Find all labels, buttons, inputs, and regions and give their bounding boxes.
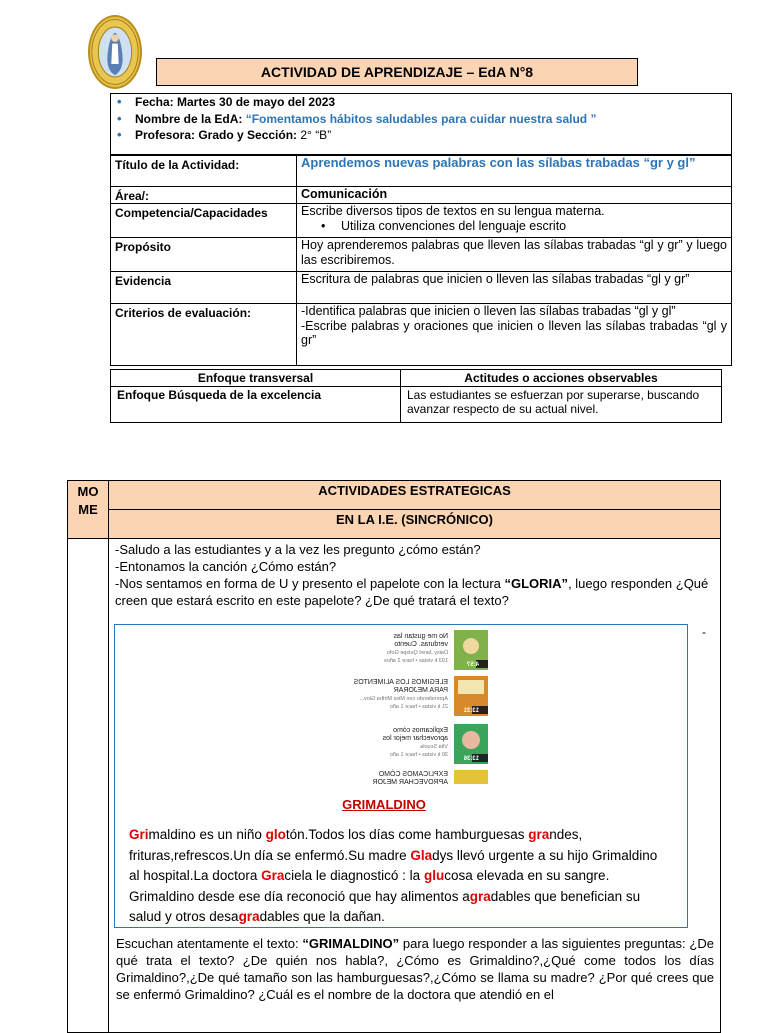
profesora-label: Profesora: Grado y Sección: [135,128,298,142]
story-fragment: maldino es un niño [148,827,266,842]
proposito-row [111,238,732,272]
activity-line-1: -Saludo a las estudiantes y a la vez les pregunto ¿cómo están? [115,542,481,557]
story-fragment: frituras,refrescos.Un día se enfermó.Su madre [129,847,411,863]
story-line [129,866,679,887]
video-thumb-4 [454,770,488,784]
video-item-text: Daisy Janet Quispe Gofo [386,650,448,656]
titulo-row [111,156,732,187]
criterio-1: -Identifica palabras que inicien o lleven las sílabas trabadas “gl y gl” [301,304,676,318]
video-item-text: verduras. Cuento [394,641,448,648]
gloria-title: “GLORIA” [504,576,569,591]
line3-c: , luego responden ¿Qué creen que estará escrito en este papelote? ¿De qué tratará el texto? [115,576,709,608]
video-item-text: EXPLICAMOS CÓMO [378,771,448,778]
video-item-text: 30 k vistas • hace 1 año [389,752,448,758]
evidencia-row [111,272,732,304]
video-item-text: ELEGIMOS LOS ALIMENTOS [353,679,448,686]
area-value: Comunicación [297,187,732,204]
video-item-text: APROVECHAR MEJOR [372,779,448,784]
activities-header: ACTIVIDADES ESTRATEGICAS [109,481,721,510]
highlighted-syllable: Gla [410,847,433,863]
story-fragment: tón.Todos los días come hamburguesas [285,827,529,842]
after-text [116,935,714,1003]
highlighted-syllable: glu [423,868,445,883]
area-label: Área/: [111,187,297,204]
story-fragment: ciela le diagnosticó : la [284,868,424,883]
actitud-value: Las estudiantes se esfuerzan por superarse, buscando avanzar respecto de su actual nivel. [401,387,722,423]
story-fragment: dys llevó urgente a su hijo Grimaldino [432,847,658,863]
criterio-2: -Escribe palabras y oraciones que inicien o lleven las sílabas trabadas “gl y gr” [301,318,727,347]
evidencia-label: Evidencia [111,272,297,304]
story-title: GRIMALDINO [342,797,426,812]
grimaldino-ref: “GRIMALDINO” [302,936,400,951]
titulo-value: Aprendemos nuevas palabras con las sílabas trabadas “gr y gl” [297,156,732,187]
titulo-label: Título de la Actividad: [111,156,297,187]
criterios-label: Criterios de evaluación: [111,304,297,366]
highlighted-syllable: glo [265,827,286,842]
video-item-text: PARA MEJORAR [393,687,448,694]
eda-value: “Fomentamos hábitos saludables para cuidar nuestra salud ” [245,111,597,126]
video-duration: 4:5? [466,662,479,668]
video-duration: 13:31 [463,708,479,714]
story-fragment: dables que benefician su [490,888,641,904]
header-info [110,93,732,155]
actitudes-header: Actitudes o acciones observables [401,370,722,387]
proposito-value: Hoy aprenderemos palabras que lleven las sílabas trabadas “gl y gr” y luego las escribiremos. [297,238,732,272]
video-list-image [330,628,490,784]
activity-line-3 [115,575,714,609]
competencia-row [111,204,732,238]
video-item-text: No me gustan las [393,633,448,640]
page-title: ACTIVIDAD DE APRENDIZAJE – EdA N°8 [156,58,638,86]
story-text [129,825,679,928]
story-fragment: ndes, [549,827,583,842]
momento-cell [68,539,109,1033]
story-line [129,846,679,867]
story-fragment: cosa elevada en su sangre. [444,868,610,883]
after-a: Escuchan atentamente el texto: [116,936,303,951]
video-item-text: aprovechar mejor los [382,735,448,742]
video-item-text: 193 k vistas • hace 2 años [384,658,448,664]
line3-a: -Nos sentamos en forma de U y presento el papelote con la lectura [115,576,505,591]
highlighted-syllable: gra [238,909,260,924]
enfoque-table [110,369,722,423]
competencia-value: Escribe diversos tipos de textos en su lengua materna. [301,204,605,218]
story-fragment: dables que la dañan. [259,909,385,924]
area-row [111,187,732,204]
evidencia-value: Escritura de palabras que inicien o lleven las sílabas trabadas “gl y gr” [297,272,732,304]
profesora-line [111,127,731,144]
eda-label: Nombre de la EdA: [135,111,246,126]
activity-line-2: -Entonamos la canción ¿Cómo están? [115,559,337,574]
fecha-text: Fecha: Martes 30 de mayo del 2023 [135,95,336,109]
after-c: para luego responder a las siguientes preguntas: ¿De qué trata el texto? ¿De quién nos habla?, ¿Cómo es Grimaldino?,¿Qué come todos los días Grimaldino?,¿De qué tamaño son las hamburguesas?,¿Cómo se llama su madre? ¿Por qué crees que se enfermó Grimaldino? ¿Cuál es el nombre de la doctora que atendió en el [116,936,714,1002]
fecha-line [111,94,731,111]
proposito-label: Propósito [111,238,297,272]
video-duration: 13:36 [463,756,479,762]
dash-mark: - [702,625,706,639]
criterios-row [111,304,732,366]
video-item-text: Aprendiendo con Miss Mirtha Giov... [359,696,448,702]
criterios-cell [297,304,732,366]
story-fragment: al hospital.La doctora [129,868,262,883]
competencia-cell [297,204,732,238]
highlighted-syllable: gra [469,888,491,904]
highlighted-syllable: gra [528,827,550,842]
story-line [129,907,679,928]
momento-header: MO ME [68,481,109,539]
video-item-text: Vita Scuola [420,744,448,750]
capacidad-value: Utiliza convenciones del lenguaje escrito [341,218,567,233]
capacidad-line: • Utiliza convenciones del lenguaje escrito [321,218,567,233]
highlighted-syllable: Gri [129,827,149,842]
video-item-text: Explicamos cómo [393,727,448,734]
school-seal-logo [88,15,142,89]
video-item-text: 21 k vistas • hace 1 año [389,704,448,710]
competencia-label: Competencia/Capacidades [111,204,297,238]
highlighted-syllable: Gra [261,868,285,883]
grado-value: 2° “B” [297,128,332,142]
enfoque-header: Enfoque transversal [111,370,401,387]
story-line [129,887,679,908]
details-table [110,155,732,366]
story-fragment: Grimaldino desde ese día reconoció que hay alimentos a [129,888,470,904]
story-fragment: salud y otros desa [129,909,239,924]
activities-subheader: EN LA I.E. (SINCRÓNICO) [109,510,721,539]
story-line [129,825,679,846]
enfoque-value: Enfoque Búsqueda de la excelencia [111,387,401,423]
eda-line [111,111,731,128]
